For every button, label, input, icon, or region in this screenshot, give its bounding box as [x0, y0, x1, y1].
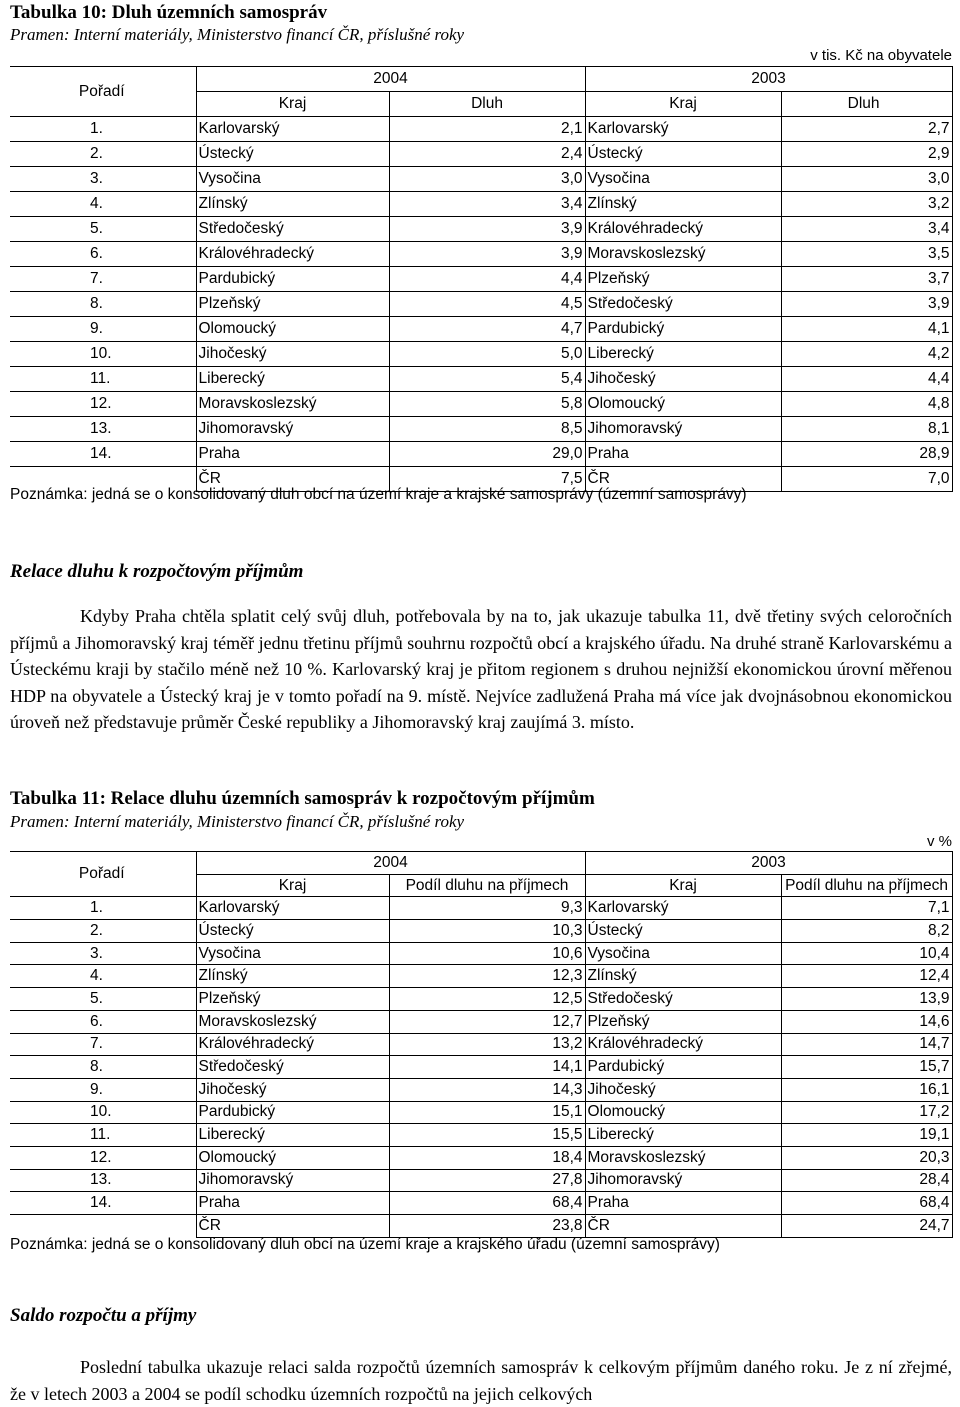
- table-value-cell: 18,4: [389, 1146, 585, 1169]
- table-value-cell: 14,1: [389, 1056, 585, 1079]
- table10-header-value-b: Dluh: [781, 92, 952, 117]
- table11-source: Pramen: Interní materiály, Ministerstvo financí ČR, příslušné roky: [10, 812, 465, 831]
- table-rank-cell: 1.: [10, 117, 196, 142]
- table-rank-cell: 12.: [10, 392, 196, 417]
- table-rank-cell: 9.: [10, 317, 196, 342]
- table10-source: Pramen: Interní materiály, Ministerstvo financí ČR, příslušné roky: [10, 25, 465, 44]
- table11-header-years: [10, 852, 952, 875]
- table-kraj-cell: Jihomoravský: [585, 1169, 781, 1192]
- t11-row: [10, 988, 952, 1011]
- table11-header-kraj-a: Kraj: [196, 874, 389, 897]
- table-value-cell: 2,7: [781, 117, 952, 142]
- t10-row: [10, 142, 952, 167]
- table-value-cell: 2,1: [389, 117, 585, 142]
- table-value-cell: 12,4: [781, 965, 952, 988]
- table-value-cell: 7,1: [781, 897, 952, 920]
- table10-body: [10, 67, 952, 492]
- table-kraj-cell: Praha: [196, 442, 389, 467]
- table-value-cell: 20,3: [781, 1146, 952, 1169]
- table-kraj-cell: ČR: [585, 467, 781, 492]
- table10-header-value-a: Dluh: [389, 92, 585, 117]
- table-value-cell: 4,1: [781, 317, 952, 342]
- table-value-cell: 12,5: [389, 988, 585, 1011]
- paragraph-relace: Kdyby Praha chtěla splatit celý svůj dluh, potřebovala by na to, jak ukazuje tabulka 11, dvě třetiny svých celoročních příjmů a Jihomoravský kraj téměř jednu třetinu příjmů souhrnu rozpočtů obcí a krajského úřadu. Na druhé straně Karlovarskému a Ústeckému kraji by stačilo méně než 10 %. Karlovarský kraj je přitom regionem s druhou nejnižší ekonomickou úrovní měřenou HDP na obyvatele a Ústecký kraj je v tomto pořadí na 9. místě. Nejvíce zadlužená Praha má více jak dvojnásobnou ekonomickou úroveň než představuje průměr České republiky a Jihomoravský kraj zaujímá 3. místo.: [10, 606, 952, 732]
- t11-row: [10, 1101, 952, 1124]
- section-heading-relace: Relace dluhu k rozpočtovým příjmům: [10, 561, 304, 582]
- table11-note: Poznámka: jedná se o konsolidovaný dluh obcí na území kraje a krajského úřadu (územní samosprávy): [10, 1236, 720, 1253]
- table-kraj-cell: Liberecký: [585, 1124, 781, 1147]
- table10-header-kraj-a: Kraj: [196, 92, 389, 117]
- table-kraj-cell: Moravskoslezský: [196, 392, 389, 417]
- table-kraj-cell: Jihočeský: [585, 1078, 781, 1101]
- table-kraj-cell: Středočeský: [196, 217, 389, 242]
- table10-header-kraj-b: Kraj: [585, 92, 781, 117]
- table-kraj-cell: Moravskoslezský: [585, 1146, 781, 1169]
- table-kraj-cell: Moravskoslezský: [585, 242, 781, 267]
- table-kraj-cell: Zlínský: [585, 965, 781, 988]
- table-kraj-cell: Ústecký: [585, 142, 781, 167]
- table-kraj-cell: Olomoucký: [196, 1146, 389, 1169]
- table11-header-year-a: 2004: [196, 852, 585, 875]
- table-rank-cell: 5.: [10, 988, 196, 1011]
- t10-row: [10, 367, 952, 392]
- table-value-cell: 2,4: [389, 142, 585, 167]
- table10: [10, 66, 953, 492]
- table-value-cell: 28,9: [781, 442, 952, 467]
- t11-row: [10, 1124, 952, 1147]
- table-kraj-cell: Ústecký: [585, 920, 781, 943]
- table-kraj-cell: Karlovarský: [585, 117, 781, 142]
- table-kraj-cell: Vysočina: [585, 167, 781, 192]
- table-kraj-cell: Olomoucký: [585, 1101, 781, 1124]
- t10-row: [10, 417, 952, 442]
- table-rank-cell: 14.: [10, 1192, 196, 1215]
- table10-header-years: [10, 67, 952, 92]
- t10-row: [10, 167, 952, 192]
- table10-note: Poznámka: jedná se o konsolidovaný dluh obcí na území kraje a krajské samosprávy (územní samosprávy): [10, 486, 747, 503]
- table-value-cell: 3,4: [389, 192, 585, 217]
- table-value-cell: 3,0: [389, 167, 585, 192]
- table-value-cell: 7,5: [389, 467, 585, 492]
- table-kraj-cell: Královéhradecký: [196, 242, 389, 267]
- table-kraj-cell: Pardubický: [196, 1101, 389, 1124]
- table-value-cell: 29,0: [389, 442, 585, 467]
- table-kraj-cell: Jihočeský: [196, 342, 389, 367]
- table-rank-cell: 10.: [10, 342, 196, 367]
- table-kraj-cell: Moravskoslezský: [196, 1010, 389, 1033]
- table-rank-cell: 11.: [10, 367, 196, 392]
- table-rank-cell: [10, 1215, 196, 1238]
- table-kraj-cell: Liberecký: [585, 342, 781, 367]
- table10-unit: v tis. Kč na obyvatele: [810, 47, 952, 64]
- table-rank-cell: 14.: [10, 442, 196, 467]
- table-value-cell: 3,2: [781, 192, 952, 217]
- table-value-cell: 28,4: [781, 1169, 952, 1192]
- table-value-cell: 4,7: [389, 317, 585, 342]
- table-value-cell: 12,3: [389, 965, 585, 988]
- table-value-cell: 3,9: [781, 292, 952, 317]
- table10-header-poradi: Pořadí: [10, 67, 196, 117]
- table-value-cell: 23,8: [389, 1215, 585, 1238]
- table-rank-cell: 3.: [10, 942, 196, 965]
- t10-row: [10, 392, 952, 417]
- table-value-cell: 14,7: [781, 1033, 952, 1056]
- table-value-cell: 17,2: [781, 1101, 952, 1124]
- t10-row: [10, 442, 952, 467]
- table-kraj-cell: Pardubický: [196, 267, 389, 292]
- table-rank-cell: 12.: [10, 1146, 196, 1169]
- table11-unit: v %: [926, 833, 952, 850]
- t11-row: [10, 942, 952, 965]
- table-value-cell: 16,1: [781, 1078, 952, 1101]
- table-rank-cell: 9.: [10, 1078, 196, 1101]
- table-value-cell: 14,3: [389, 1078, 585, 1101]
- table-value-cell: 4,4: [389, 267, 585, 292]
- t10-row: [10, 242, 952, 267]
- table-value-cell: 8,2: [781, 920, 952, 943]
- table-kraj-cell: Plzeňský: [585, 1010, 781, 1033]
- table-value-cell: 15,7: [781, 1056, 952, 1079]
- table-rank-cell: 7.: [10, 267, 196, 292]
- table-rank-cell: 4.: [10, 965, 196, 988]
- table-value-cell: 10,6: [389, 942, 585, 965]
- t11-row: [10, 1033, 952, 1056]
- table-kraj-cell: Vysočina: [196, 942, 389, 965]
- table-value-cell: 4,4: [781, 367, 952, 392]
- table-kraj-cell: Královéhradecký: [585, 217, 781, 242]
- table11-title: Tabulka 11: Relace dluhu územních samospráv k rozpočtovým příjmům: [10, 788, 595, 809]
- table-kraj-cell: Karlovarský: [196, 117, 389, 142]
- table-kraj-cell: Vysočina: [585, 942, 781, 965]
- table-kraj-cell: Praha: [585, 442, 781, 467]
- t10-row: [10, 117, 952, 142]
- table-value-cell: 10,3: [389, 920, 585, 943]
- table-kraj-cell: Olomoucký: [585, 392, 781, 417]
- table-kraj-cell: Ústecký: [196, 142, 389, 167]
- table-kraj-cell: Praha: [585, 1192, 781, 1215]
- table-value-cell: 68,4: [389, 1192, 585, 1215]
- table-rank-cell: 8.: [10, 292, 196, 317]
- table-value-cell: 14,6: [781, 1010, 952, 1033]
- table-rank-cell: 13.: [10, 1169, 196, 1192]
- table-value-cell: 8,1: [781, 417, 952, 442]
- table-kraj-cell: Plzeňský: [196, 988, 389, 1011]
- table-kraj-cell: Pardubický: [585, 317, 781, 342]
- table-rank-cell: 6.: [10, 242, 196, 267]
- table-kraj-cell: Zlínský: [585, 192, 781, 217]
- table-rank-cell: 1.: [10, 897, 196, 920]
- table-rank-cell: 2.: [10, 920, 196, 943]
- table-kraj-cell: Královéhradecký: [585, 1033, 781, 1056]
- table-kraj-cell: ČR: [196, 1215, 389, 1238]
- table-kraj-cell: ČR: [585, 1215, 781, 1238]
- table-value-cell: 4,5: [389, 292, 585, 317]
- t11-row: [10, 1010, 952, 1033]
- table-value-cell: 27,8: [389, 1169, 585, 1192]
- table-kraj-cell: Jihomoravský: [196, 1169, 389, 1192]
- table-value-cell: 3,9: [389, 217, 585, 242]
- section-heading-saldo: Saldo rozpočtu a příjmy: [10, 1305, 197, 1326]
- table-value-cell: 8,5: [389, 417, 585, 442]
- table-value-cell: 3,5: [781, 242, 952, 267]
- t11-row: [10, 1056, 952, 1079]
- table-value-cell: 13,9: [781, 988, 952, 1011]
- table-kraj-cell: Plzeňský: [585, 267, 781, 292]
- table-kraj-cell: Karlovarský: [585, 897, 781, 920]
- table-kraj-cell: Pardubický: [585, 1056, 781, 1079]
- table-value-cell: 3,7: [781, 267, 952, 292]
- table11: [10, 851, 953, 1238]
- table-rank-cell: 2.: [10, 142, 196, 167]
- table-value-cell: 3,0: [781, 167, 952, 192]
- table-kraj-cell: Středočeský: [196, 1056, 389, 1079]
- table-kraj-cell: Středočeský: [585, 988, 781, 1011]
- table-value-cell: 2,9: [781, 142, 952, 167]
- table-value-cell: 24,7: [781, 1215, 952, 1238]
- table-value-cell: 10,4: [781, 942, 952, 965]
- table-rank-cell: 13.: [10, 417, 196, 442]
- table-rank-cell: 10.: [10, 1101, 196, 1124]
- table11-header-value-a: Podíl dluhu na příjmech: [389, 874, 585, 897]
- table-kraj-cell: Karlovarský: [196, 897, 389, 920]
- table-kraj-cell: Ústecký: [196, 920, 389, 943]
- table-value-cell: 7,0: [781, 467, 952, 492]
- table10-header-year-b: 2003: [585, 67, 952, 92]
- table-rank-cell: 7.: [10, 1033, 196, 1056]
- table-kraj-cell: Středočeský: [585, 292, 781, 317]
- table-value-cell: 15,5: [389, 1124, 585, 1147]
- table-kraj-cell: ČR: [196, 467, 389, 492]
- table11-header-poradi: Pořadí: [10, 852, 196, 897]
- table-value-cell: 9,3: [389, 897, 585, 920]
- table-kraj-cell: Plzeňský: [196, 292, 389, 317]
- table-kraj-cell: Jihočeský: [585, 367, 781, 392]
- table-value-cell: 4,8: [781, 392, 952, 417]
- table-kraj-cell: Jihomoravský: [585, 417, 781, 442]
- t11-row: [10, 965, 952, 988]
- t11-row: [10, 1215, 952, 1238]
- table10-title: Tabulka 10: Dluh územních samospráv: [10, 2, 328, 23]
- table-kraj-cell: Liberecký: [196, 367, 389, 392]
- t10-row: [10, 267, 952, 292]
- table11-header-year-b: 2003: [585, 852, 952, 875]
- t10-row: [10, 292, 952, 317]
- table-kraj-cell: Královéhradecký: [196, 1033, 389, 1056]
- table-kraj-cell: Zlínský: [196, 192, 389, 217]
- table-value-cell: 5,4: [389, 367, 585, 392]
- table-value-cell: 4,2: [781, 342, 952, 367]
- table10-header-year-a: 2004: [196, 67, 585, 92]
- table-value-cell: 13,2: [389, 1033, 585, 1056]
- table-rank-cell: 11.: [10, 1124, 196, 1147]
- t11-row: [10, 1146, 952, 1169]
- table-value-cell: 3,9: [389, 242, 585, 267]
- table11-header-value-b: Podíl dluhu na příjmech: [781, 874, 952, 897]
- t10-row: [10, 217, 952, 242]
- table-kraj-cell: Liberecký: [196, 1124, 389, 1147]
- table-rank-cell: 5.: [10, 217, 196, 242]
- table-kraj-cell: Jihomoravský: [196, 417, 389, 442]
- table-value-cell: 5,0: [389, 342, 585, 367]
- t11-row: [10, 920, 952, 943]
- table-rank-cell: 4.: [10, 192, 196, 217]
- t10-row: [10, 342, 952, 367]
- t10-row: [10, 192, 952, 217]
- t11-row: [10, 1192, 952, 1215]
- table-kraj-cell: Vysočina: [196, 167, 389, 192]
- table-value-cell: 19,1: [781, 1124, 952, 1147]
- table-value-cell: 5,8: [389, 392, 585, 417]
- table-value-cell: 3,4: [781, 217, 952, 242]
- table-kraj-cell: Olomoucký: [196, 317, 389, 342]
- table-rank-cell: 6.: [10, 1010, 196, 1033]
- t11-row: [10, 897, 952, 920]
- t11-row: [10, 1078, 952, 1101]
- paragraph-saldo: Poslední tabulka ukazuje relaci salda rozpočtů územních samospráv k celkovým příjmům daného roku. Je z ní zřejmé, že v letech 2003 a 2004 se podíl schodku územních rozpočtů na jejich celkových: [10, 1357, 952, 1404]
- table-rank-cell: 8.: [10, 1056, 196, 1079]
- table-rank-cell: 3.: [10, 167, 196, 192]
- table-kraj-cell: Praha: [196, 1192, 389, 1215]
- table11-header-kraj-b: Kraj: [585, 874, 781, 897]
- table-value-cell: 68,4: [781, 1192, 952, 1215]
- table-value-cell: 12,7: [389, 1010, 585, 1033]
- t11-row: [10, 1169, 952, 1192]
- table-kraj-cell: Zlínský: [196, 965, 389, 988]
- table-value-cell: 15,1: [389, 1101, 585, 1124]
- t10-row: [10, 317, 952, 342]
- table11-body: [10, 852, 952, 1238]
- table-kraj-cell: Jihočeský: [196, 1078, 389, 1101]
